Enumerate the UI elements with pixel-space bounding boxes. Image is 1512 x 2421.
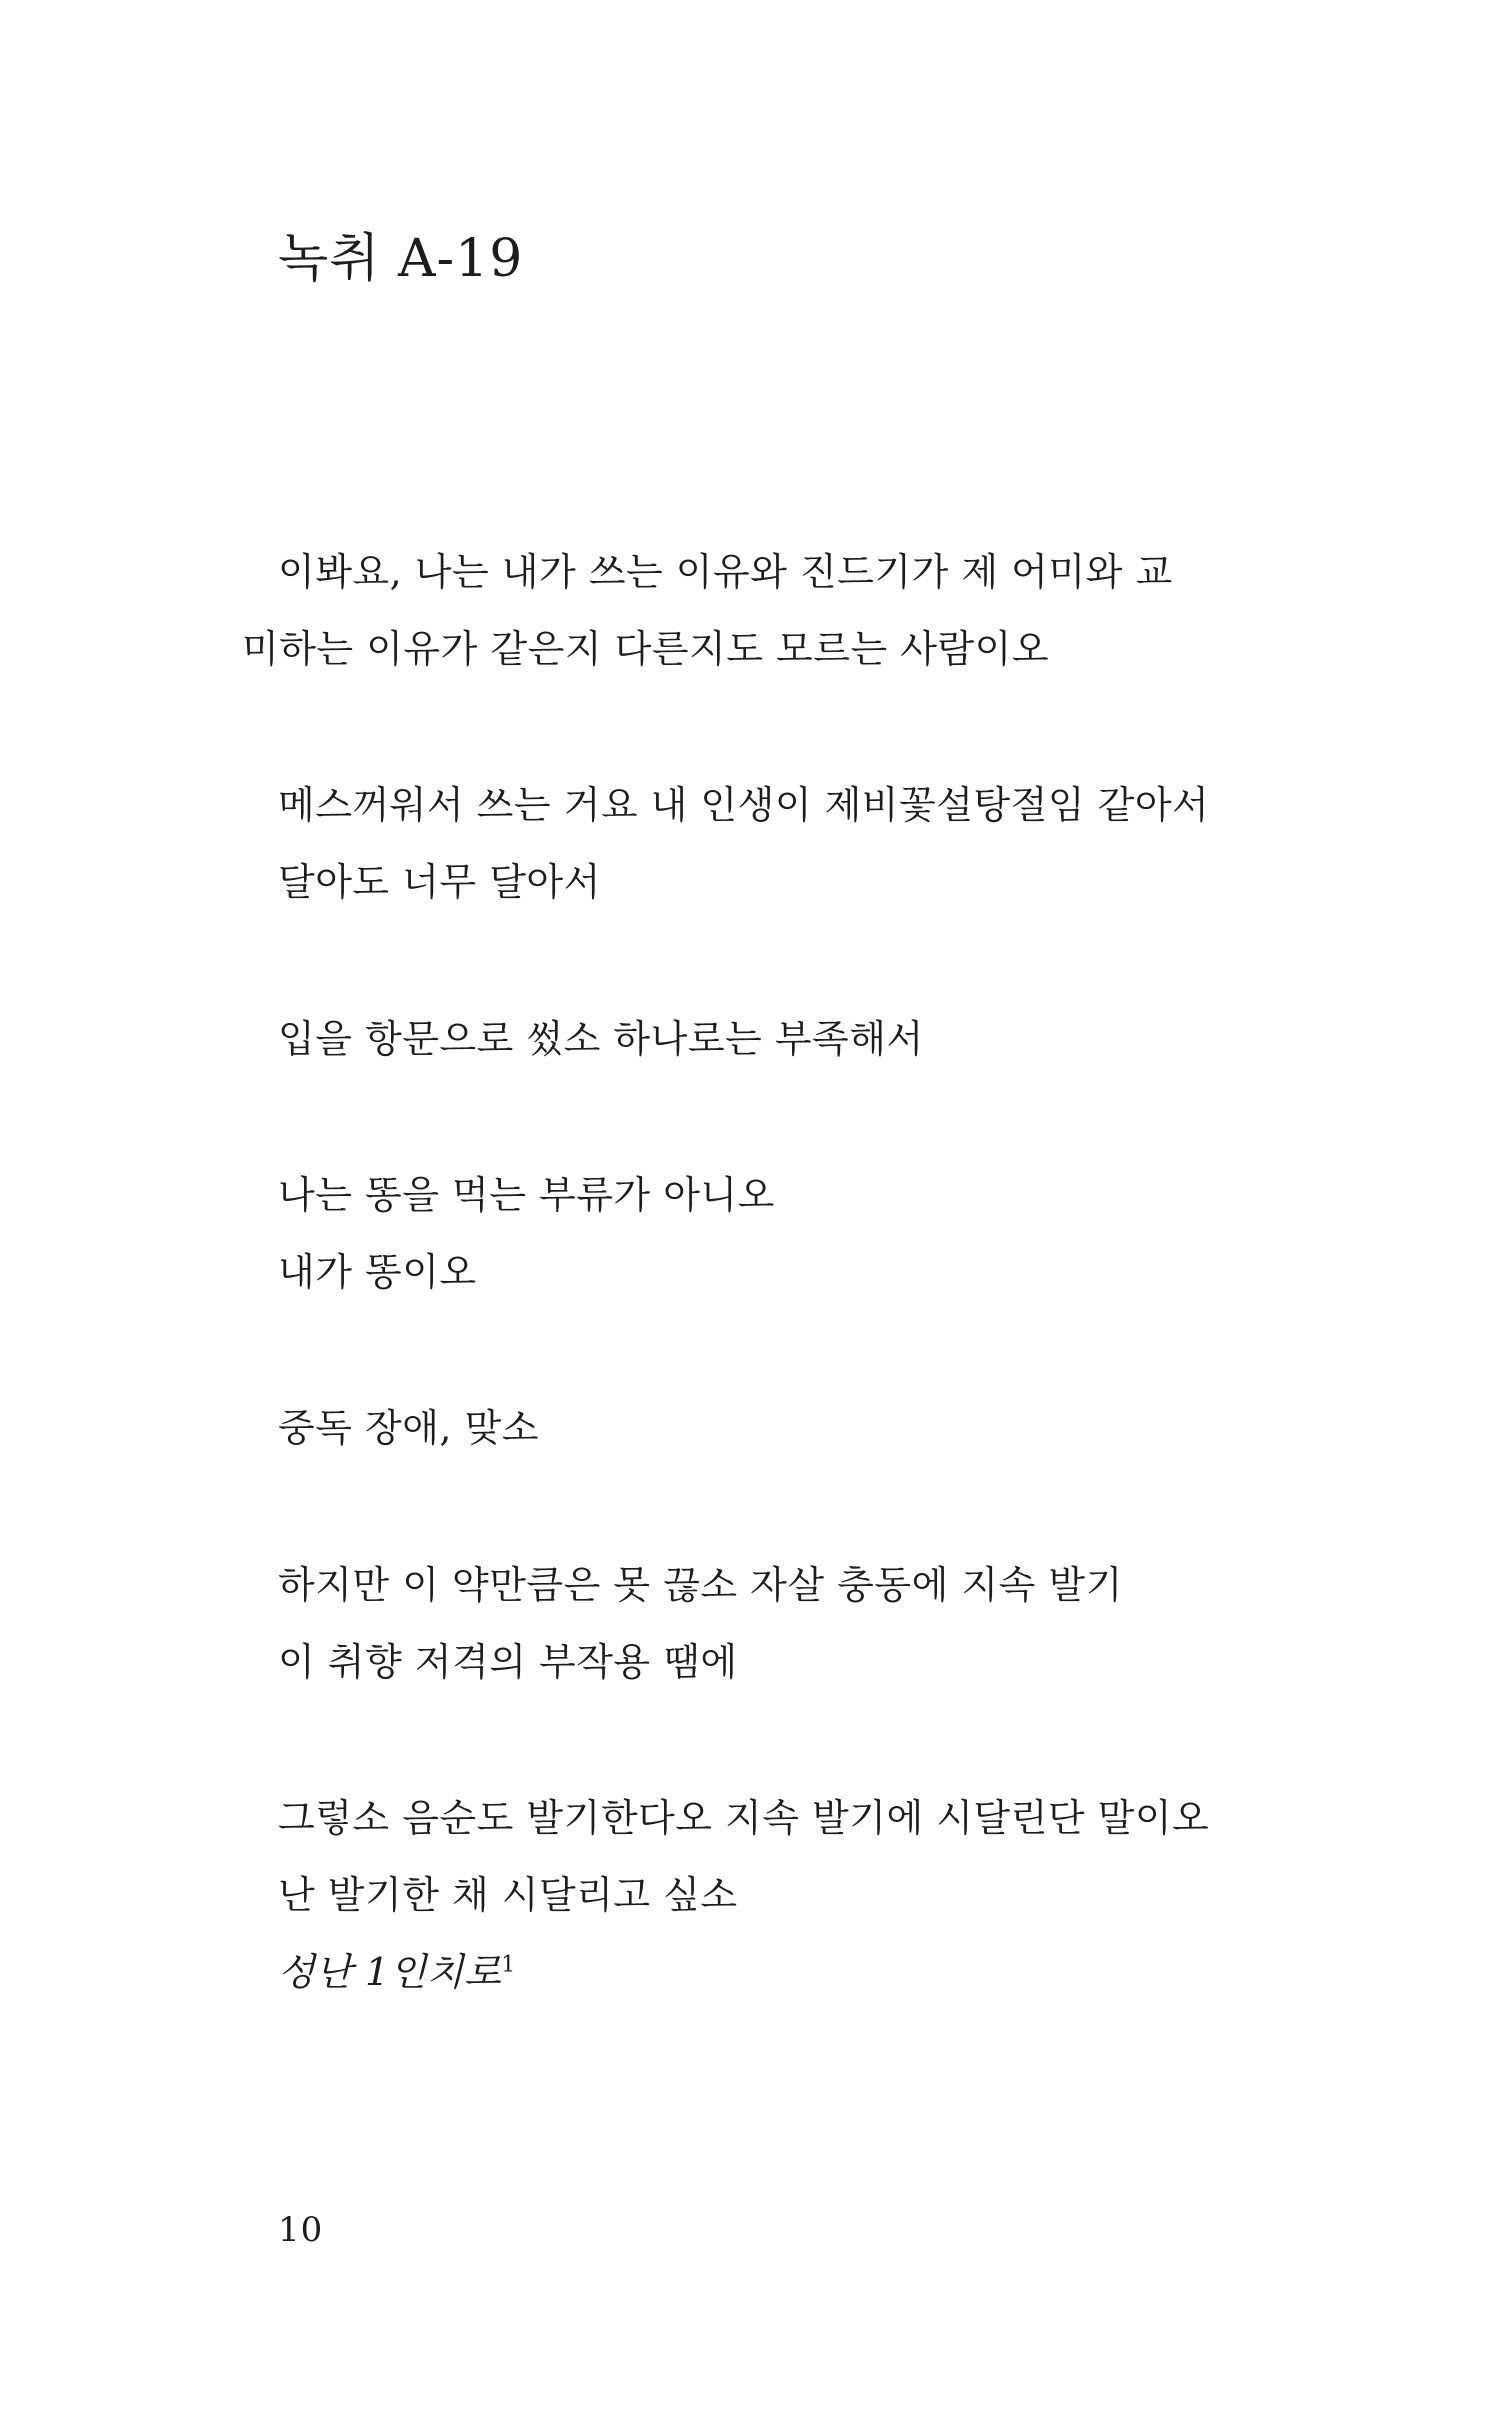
poem-line: 중독 장애, 맞소 [278,1406,539,1450]
poem-line: 입을 항문으로 썼소 하나로는 부족해서 [278,1017,924,1061]
poem-line: 난 발기한 채 시달리고 싶소 [278,1873,738,1917]
poem-line: 메스꺼워서 쓰는 거요 내 인생이 제비꽃설탕절임 같아서 [278,783,1210,827]
page-number: 10 [278,2210,324,2250]
poem-line: 이봐요, 나는 내가 쓰는 이유와 진드기가 제 어미와 교 [278,550,1173,594]
italic-phrase: 성난 1인치로 [278,1950,502,1994]
poem-line-italic [278,1950,516,1996]
poem-line: 이 취향 저격의 부작용 땜에 [278,1640,738,1684]
poem-title: 녹취 A-19 [278,229,524,289]
poem-line: 미하는 이유가 같은지 다른지도 모르는 사람이오 [242,627,1050,671]
poem-line: 그렇소 음순도 발기한다오 지속 발기에 시달린단 말이오 [278,1796,1210,1840]
footnote-marker[interactable]: 1 [501,1952,516,1978]
poem-line: 달아도 너무 달아서 [278,860,601,904]
poem-line: 나는 똥을 먹는 부류가 아니오 [278,1173,775,1217]
poem-line: 하지만 이 약만큼은 못 끊소 자살 충동에 지속 발기 [278,1563,1123,1607]
poem-line: 내가 똥이오 [278,1250,477,1294]
